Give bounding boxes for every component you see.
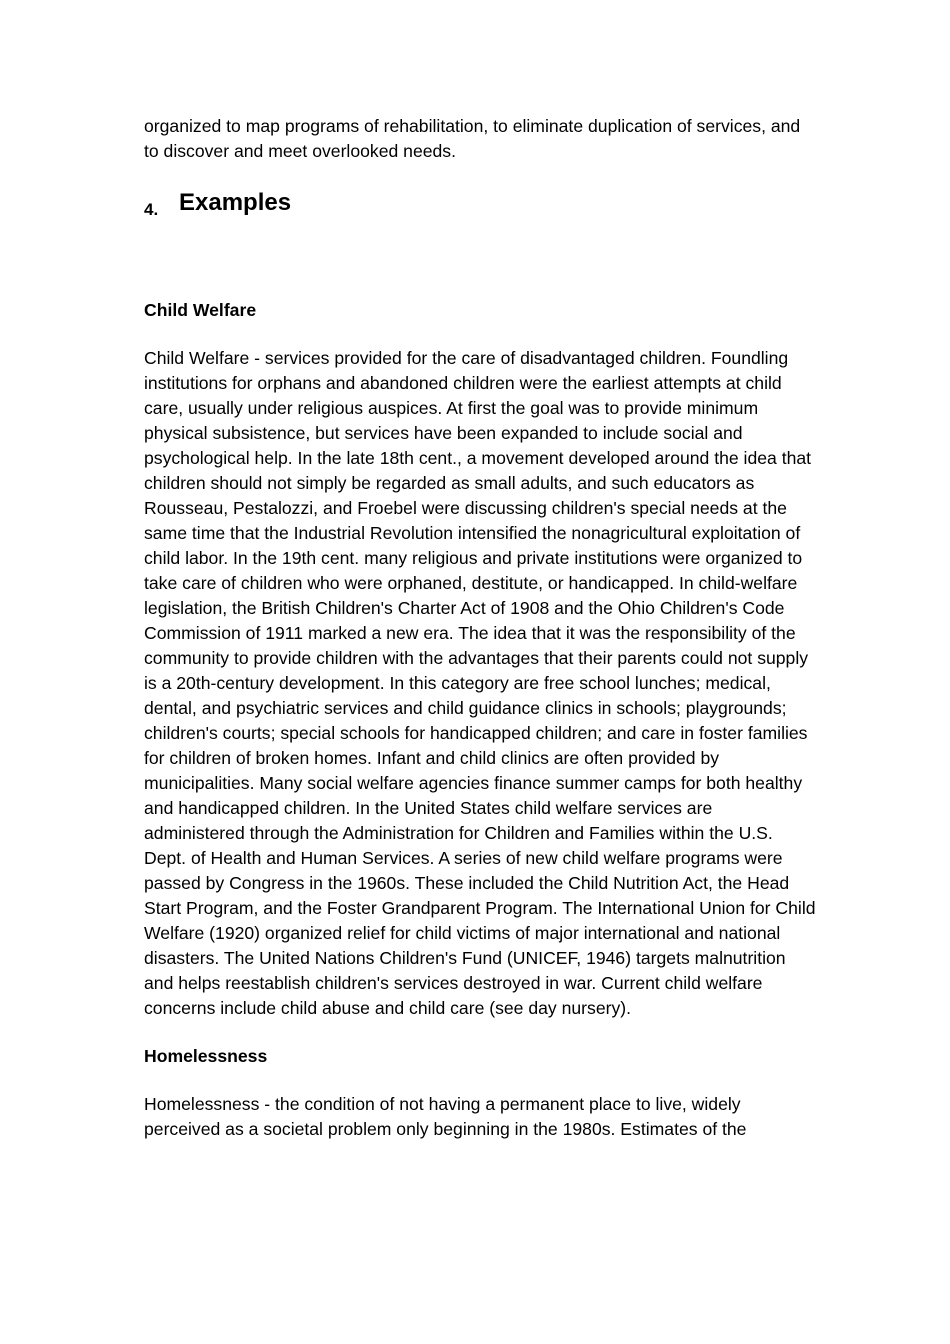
section-heading [144,189,816,217]
child-welfare-paragraph: Child Welfare - services provided for the care of disadvantaged children. Foundling institutions for orphans and abandoned children were the earliest attempts at child care, usually under religious auspices. At first the goal was to provide minimum physical subsistence, but services have been expanded to include social and psychological help. In the late 18th cent., a movement developed around the idea that children should not simply be regarded as small adults, and such educators as Rousseau, Pestalozzi, and Froebel were discussing children's special needs at the same time that the Industrial Revolution intensified the nonagricultural exploitation of child labor. In the 19th cent. many religious and private institutions were organized to take care of children who were orphaned, destitute, or handicapped. In child-welfare legislation, the British Children's Charter Act of 1908 and the Ohio Children's Code Commission of 1911 marked a new era. The idea that it was the responsibility of the community to provide children with the advantages that their parents could not supply is a 20th-century development. In this category are free school lunches; medical, dental, and psychiatric services and child guidance clinics in schools; playgrounds; children's courts; special schools for handicapped children; and care in foster families for children of broken homes. Infant and child clinics are often provided by municipalities. Many social welfare agencies finance summer camps for both healthy and handicapped children. In the United States child welfare services are administered through the Administration for Children and Families within the U.S. Dept. of Health and Human Services. A series of new child welfare programs were passed by Congress in the 1960s. These included the Child Nutrition Act, the Head Start Program, and the Foster Grandparent Program. The International Union for Child Welfare (1920) organized relief for child victims of major international and national disasters. The United Nations Children's Fund (UNICEF, 1946) targets malnutrition and helps reestablish children's services destroyed in war. Current child welfare concerns include child abuse and child care (see day nursery). [144,348,816,1018]
child-welfare-heading: Child Welfare [144,300,257,320]
homelessness-heading: Homelessness [144,1046,268,1066]
document-page [144,114,816,1142]
homelessness-paragraph: Homelessness - the condition of not having a permanent place to live, widely perceived as a societal problem only beginning in the 1980s. Estimates of the [144,1094,747,1139]
intro-paragraph: organized to map programs of rehabilitation, to eliminate duplication of services, and to discover and meet overlooked needs. [144,116,801,161]
section-title: Examples [179,189,292,216]
section-number: 4. [144,200,159,219]
